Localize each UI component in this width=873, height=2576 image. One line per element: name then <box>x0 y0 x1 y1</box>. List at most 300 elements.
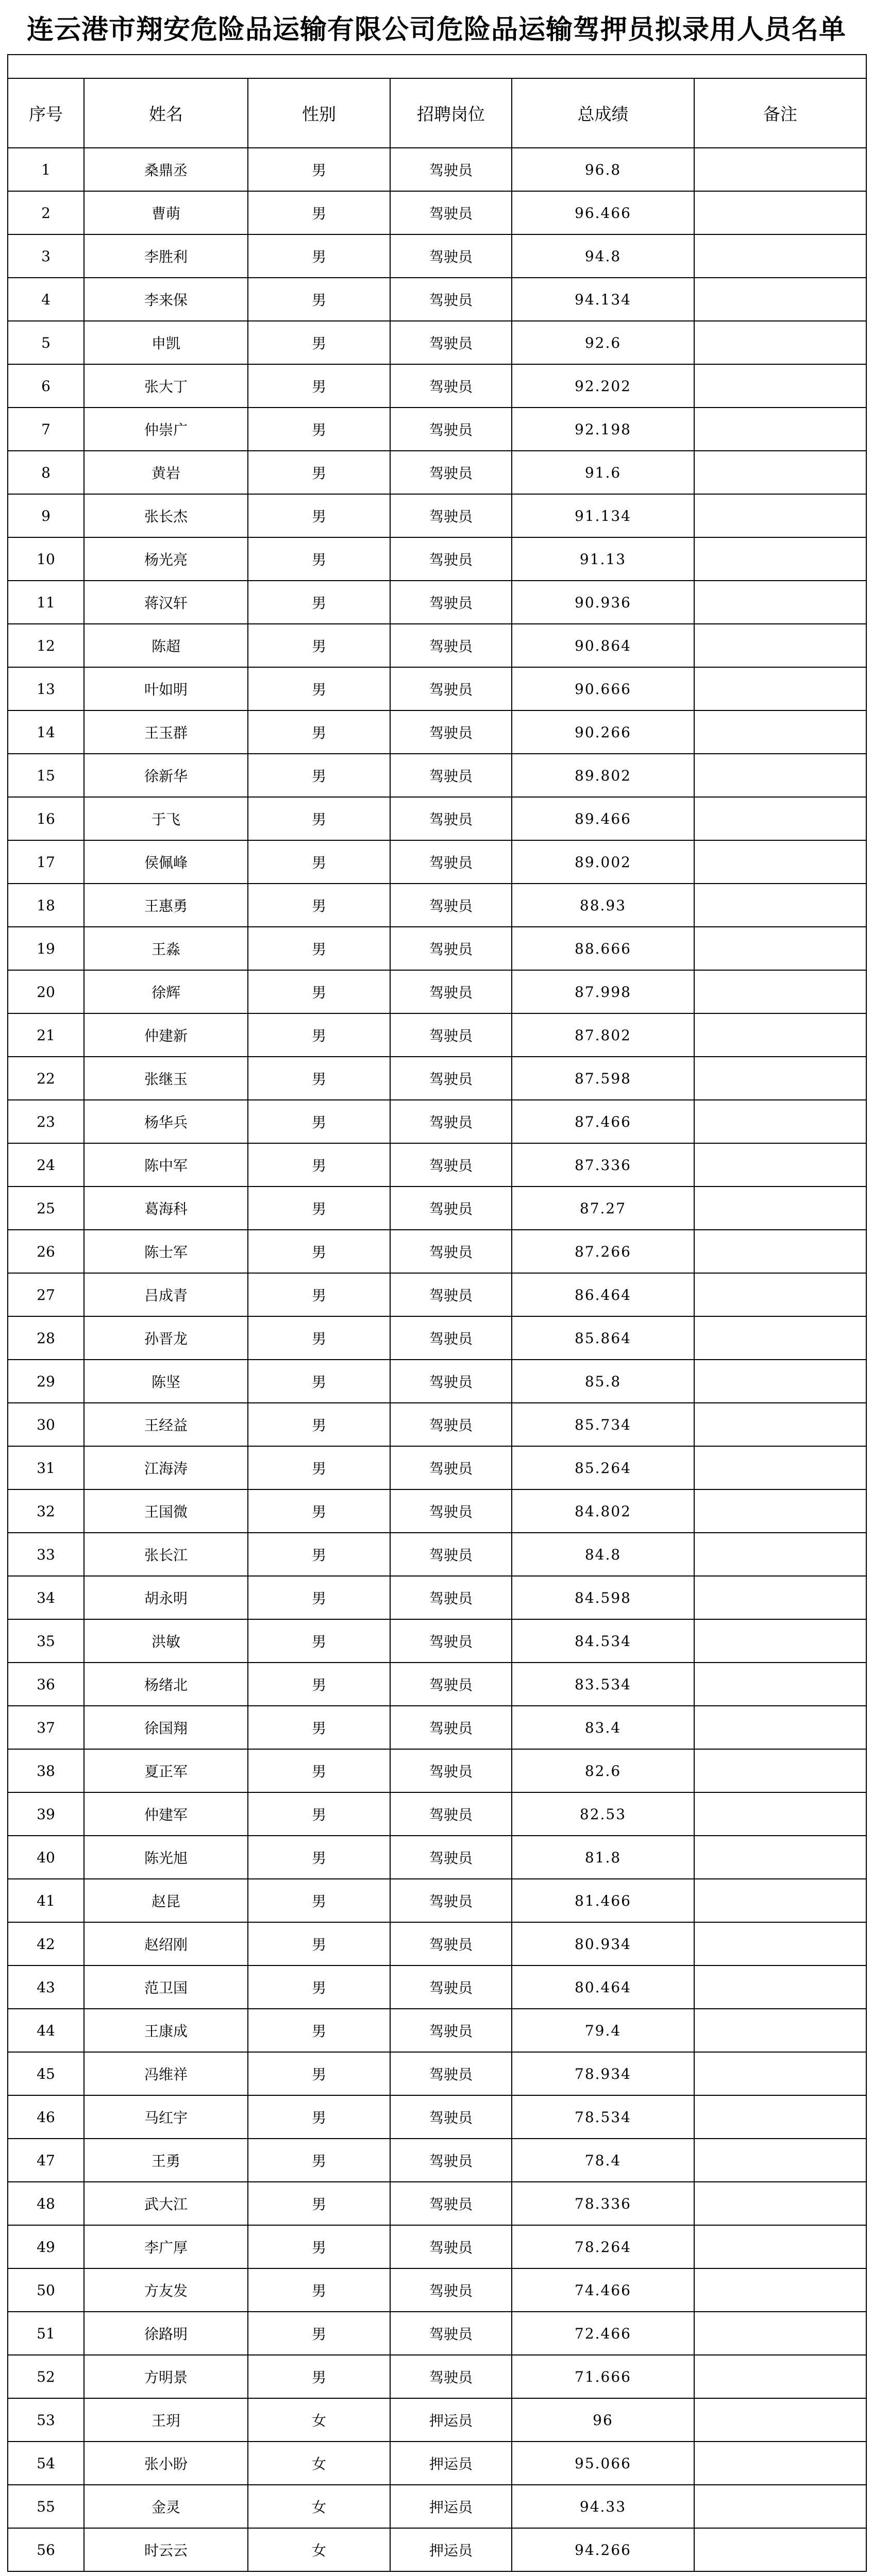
cell-position: 驾驶员 <box>390 2095 512 2139</box>
cell-gender: 男 <box>248 1187 390 1230</box>
cell-gender: 男 <box>248 1663 390 1706</box>
cell-position: 驾驶员 <box>390 2052 512 2095</box>
cell-gender: 男 <box>248 1706 390 1749</box>
table-row <box>8 2009 866 2052</box>
cell-index: 20 <box>8 970 84 1013</box>
cell-name: 于飞 <box>84 797 248 840</box>
cell-gender: 男 <box>248 191 390 234</box>
cell-index: 30 <box>8 1403 84 1446</box>
cell-gender: 男 <box>248 148 390 191</box>
cell-remarks <box>694 2182 866 2225</box>
table-row <box>8 537 866 581</box>
table-row <box>8 1360 866 1403</box>
cell-position: 驾驶员 <box>390 1360 512 1403</box>
table-row <box>8 451 866 494</box>
cell-position: 驾驶员 <box>390 1706 512 1749</box>
cell-total-score: 85.734 <box>512 1403 694 1446</box>
table-row <box>8 321 866 364</box>
cell-name: 杨绪北 <box>84 1663 248 1706</box>
cell-name: 蒋汉轩 <box>84 581 248 624</box>
cell-index: 3 <box>8 234 84 278</box>
cell-total-score: 85.8 <box>512 1360 694 1403</box>
table-row <box>8 884 866 927</box>
cell-position: 驾驶员 <box>390 2139 512 2182</box>
cell-total-score: 90.666 <box>512 667 694 710</box>
cell-position: 驾驶员 <box>390 1230 512 1273</box>
cell-gender: 男 <box>248 2312 390 2355</box>
cell-remarks <box>694 1489 866 1533</box>
cell-index: 9 <box>8 494 84 537</box>
cell-position: 驾驶员 <box>390 2355 512 2398</box>
cell-gender: 男 <box>248 1533 390 1576</box>
cell-name: 赵绍刚 <box>84 1922 248 1965</box>
table-row <box>8 1576 866 1619</box>
cell-gender: 男 <box>248 234 390 278</box>
cell-remarks <box>694 1663 866 1706</box>
cell-remarks <box>694 1965 866 2009</box>
cell-name: 徐路明 <box>84 2312 248 2355</box>
cell-position: 驾驶员 <box>390 2182 512 2225</box>
table-row <box>8 2398 866 2442</box>
cell-index: 53 <box>8 2398 84 2442</box>
cell-position: 驾驶员 <box>390 840 512 884</box>
cell-index: 25 <box>8 1187 84 1230</box>
cell-position: 驾驶员 <box>390 1187 512 1230</box>
cell-gender: 男 <box>248 2009 390 2052</box>
cell-remarks <box>694 1749 866 1792</box>
cell-gender: 男 <box>248 1619 390 1663</box>
cell-gender: 男 <box>248 1749 390 1792</box>
table-row <box>8 1100 866 1143</box>
cell-total-score: 96.8 <box>512 148 694 191</box>
cell-name: 洪敏 <box>84 1619 248 1663</box>
cell-total-score: 85.864 <box>512 1316 694 1360</box>
cell-remarks <box>694 667 866 710</box>
cell-index: 22 <box>8 1057 84 1100</box>
cell-name: 李广厚 <box>84 2225 248 2268</box>
cell-index: 55 <box>8 2485 84 2528</box>
cell-index: 49 <box>8 2225 84 2268</box>
cell-name: 江海涛 <box>84 1446 248 1489</box>
cell-total-score: 91.6 <box>512 451 694 494</box>
cell-gender: 男 <box>248 1965 390 2009</box>
header-remarks: 备注 <box>694 78 866 148</box>
cell-name: 王淼 <box>84 927 248 970</box>
table-row <box>8 234 866 278</box>
cell-index: 43 <box>8 1965 84 2009</box>
cell-name: 张小盼 <box>84 2442 248 2485</box>
cell-gender: 男 <box>248 1922 390 1965</box>
table-row <box>8 364 866 408</box>
cell-total-score: 94.8 <box>512 234 694 278</box>
table-row <box>8 1965 866 2009</box>
cell-remarks <box>694 1360 866 1403</box>
cell-gender: 女 <box>248 2528 390 2571</box>
cell-index: 11 <box>8 581 84 624</box>
table-row <box>8 408 866 451</box>
cell-index: 14 <box>8 710 84 754</box>
cell-position: 驾驶员 <box>390 1273 512 1316</box>
cell-name: 陈坚 <box>84 1360 248 1403</box>
cell-gender: 男 <box>248 927 390 970</box>
cell-remarks <box>694 2225 866 2268</box>
cell-gender: 男 <box>248 2225 390 2268</box>
header-name: 姓名 <box>84 78 248 148</box>
cell-remarks <box>694 2052 866 2095</box>
cell-total-score: 74.466 <box>512 2268 694 2312</box>
cell-remarks <box>694 234 866 278</box>
cell-remarks <box>694 191 866 234</box>
table-top-blank-row <box>8 55 866 78</box>
header-index: 序号 <box>8 78 84 148</box>
cell-position: 驾驶员 <box>390 1879 512 1922</box>
cell-remarks <box>694 1576 866 1619</box>
cell-index: 7 <box>8 408 84 451</box>
cell-gender: 男 <box>248 2139 390 2182</box>
cell-name: 桑鼎丞 <box>84 148 248 191</box>
cell-name: 申凯 <box>84 321 248 364</box>
cell-remarks <box>694 797 866 840</box>
cell-total-score: 92.6 <box>512 321 694 364</box>
table-row <box>8 1187 866 1230</box>
cell-gender: 男 <box>248 1576 390 1619</box>
cell-remarks <box>694 970 866 1013</box>
cell-total-score: 80.464 <box>512 1965 694 2009</box>
cell-index: 56 <box>8 2528 84 2571</box>
table-row <box>8 1143 866 1187</box>
cell-gender: 男 <box>248 2182 390 2225</box>
cell-gender: 男 <box>248 754 390 797</box>
cell-position: 驾驶员 <box>390 970 512 1013</box>
header-position: 招聘岗位 <box>390 78 512 148</box>
cell-total-score: 90.936 <box>512 581 694 624</box>
table-row <box>8 1057 866 1100</box>
cell-total-score: 91.13 <box>512 537 694 581</box>
cell-remarks <box>694 537 866 581</box>
cell-remarks <box>694 1792 866 1836</box>
cell-name: 仲建新 <box>84 1013 248 1057</box>
cell-gender: 男 <box>248 1057 390 1100</box>
cell-remarks <box>694 2139 866 2182</box>
cell-position: 驾驶员 <box>390 1143 512 1187</box>
cell-gender: 男 <box>248 667 390 710</box>
cell-position: 驾驶员 <box>390 234 512 278</box>
cell-name: 王康成 <box>84 2009 248 2052</box>
cell-index: 51 <box>8 2312 84 2355</box>
cell-remarks <box>694 1706 866 1749</box>
cell-index: 18 <box>8 884 84 927</box>
table-row <box>8 1013 866 1057</box>
cell-total-score: 89.802 <box>512 754 694 797</box>
cell-index: 35 <box>8 1619 84 1663</box>
cell-index: 46 <box>8 2095 84 2139</box>
cell-name: 陈光旭 <box>84 1836 248 1879</box>
cell-index: 6 <box>8 364 84 408</box>
cell-gender: 男 <box>248 408 390 451</box>
cell-total-score: 95.066 <box>512 2442 694 2485</box>
cell-index: 32 <box>8 1489 84 1533</box>
cell-remarks <box>694 884 866 927</box>
cell-remarks <box>694 1057 866 1100</box>
table-row <box>8 1879 866 1922</box>
cell-gender: 男 <box>248 278 390 321</box>
cell-position: 驾驶员 <box>390 148 512 191</box>
cell-total-score: 83.4 <box>512 1706 694 1749</box>
cell-position: 驾驶员 <box>390 624 512 667</box>
cell-index: 47 <box>8 2139 84 2182</box>
cell-gender: 男 <box>248 1446 390 1489</box>
cell-name: 李来保 <box>84 278 248 321</box>
cell-name: 张继玉 <box>84 1057 248 1100</box>
cell-index: 28 <box>8 1316 84 1360</box>
cell-total-score: 87.998 <box>512 970 694 1013</box>
cell-gender: 男 <box>248 884 390 927</box>
table-row <box>8 191 866 234</box>
cell-name: 张大丁 <box>84 364 248 408</box>
cell-position: 驾驶员 <box>390 451 512 494</box>
cell-gender: 男 <box>248 1013 390 1057</box>
cell-remarks <box>694 840 866 884</box>
cell-remarks <box>694 1187 866 1230</box>
table-row <box>8 2095 866 2139</box>
cell-name: 黄岩 <box>84 451 248 494</box>
cell-index: 42 <box>8 1922 84 1965</box>
table-row <box>8 278 866 321</box>
cell-total-score: 89.466 <box>512 797 694 840</box>
table-row <box>8 1922 866 1965</box>
cell-remarks <box>694 148 866 191</box>
table-row <box>8 1836 866 1879</box>
cell-remarks <box>694 1273 866 1316</box>
cell-index: 13 <box>8 667 84 710</box>
cell-total-score: 81.466 <box>512 1879 694 1922</box>
cell-gender: 男 <box>248 1143 390 1187</box>
cell-position: 驾驶员 <box>390 1619 512 1663</box>
cell-position: 押运员 <box>390 2485 512 2528</box>
cell-index: 34 <box>8 1576 84 1619</box>
cell-total-score: 78.934 <box>512 2052 694 2095</box>
cell-name: 吕成青 <box>84 1273 248 1316</box>
blank-cell <box>8 55 866 78</box>
cell-index: 15 <box>8 754 84 797</box>
cell-total-score: 92.202 <box>512 364 694 408</box>
cell-position: 驾驶员 <box>390 667 512 710</box>
cell-name: 王惠勇 <box>84 884 248 927</box>
cell-gender: 男 <box>248 1100 390 1143</box>
table-row <box>8 1273 866 1316</box>
cell-remarks <box>694 2485 866 2528</box>
cell-index: 2 <box>8 191 84 234</box>
cell-total-score: 78.336 <box>512 2182 694 2225</box>
cell-total-score: 96.466 <box>512 191 694 234</box>
cell-total-score: 87.266 <box>512 1230 694 1273</box>
table-row <box>8 1316 866 1360</box>
cell-position: 驾驶员 <box>390 2225 512 2268</box>
table-row <box>8 1792 866 1836</box>
table-row <box>8 754 866 797</box>
cell-index: 24 <box>8 1143 84 1187</box>
cell-index: 21 <box>8 1013 84 1057</box>
cell-gender: 男 <box>248 797 390 840</box>
table-row <box>8 1663 866 1706</box>
cell-name: 葛海科 <box>84 1187 248 1230</box>
cell-total-score: 89.002 <box>512 840 694 884</box>
cell-position: 押运员 <box>390 2398 512 2442</box>
cell-total-score: 84.534 <box>512 1619 694 1663</box>
cell-gender: 男 <box>248 2052 390 2095</box>
cell-remarks <box>694 1879 866 1922</box>
table-row <box>8 840 866 884</box>
cell-index: 44 <box>8 2009 84 2052</box>
cell-remarks <box>694 624 866 667</box>
cell-remarks <box>694 364 866 408</box>
cell-total-score: 84.598 <box>512 1576 694 1619</box>
cell-gender: 男 <box>248 451 390 494</box>
cell-index: 12 <box>8 624 84 667</box>
cell-gender: 女 <box>248 2398 390 2442</box>
cell-total-score: 78.534 <box>512 2095 694 2139</box>
cell-index: 26 <box>8 1230 84 1273</box>
cell-position: 驾驶员 <box>390 494 512 537</box>
cell-position: 驾驶员 <box>390 1576 512 1619</box>
cell-name: 陈超 <box>84 624 248 667</box>
cell-name: 张长杰 <box>84 494 248 537</box>
cell-remarks <box>694 1922 866 1965</box>
cell-total-score: 71.666 <box>512 2355 694 2398</box>
cell-position: 驾驶员 <box>390 1922 512 1965</box>
cell-gender: 男 <box>248 1879 390 1922</box>
cell-remarks <box>694 1403 866 1446</box>
cell-remarks <box>694 1230 866 1273</box>
table-row <box>8 1619 866 1663</box>
cell-total-score: 83.534 <box>512 1663 694 1706</box>
cell-gender: 男 <box>248 537 390 581</box>
cell-remarks <box>694 710 866 754</box>
table-row <box>8 2442 866 2485</box>
cell-position: 驾驶员 <box>390 1965 512 2009</box>
table-row <box>8 2528 866 2571</box>
cell-total-score: 86.464 <box>512 1273 694 1316</box>
cell-total-score: 94.33 <box>512 2485 694 2528</box>
cell-remarks <box>694 1533 866 1576</box>
table-row <box>8 1533 866 1576</box>
cell-position: 驾驶员 <box>390 581 512 624</box>
cell-gender: 女 <box>248 2485 390 2528</box>
cell-remarks <box>694 2312 866 2355</box>
table-row <box>8 667 866 710</box>
cell-total-score: 91.134 <box>512 494 694 537</box>
cell-name: 王玉群 <box>84 710 248 754</box>
cell-position: 驾驶员 <box>390 2268 512 2312</box>
cell-remarks <box>694 2528 866 2571</box>
table-row <box>8 2312 866 2355</box>
cell-index: 33 <box>8 1533 84 1576</box>
applicant-table <box>7 54 867 2572</box>
cell-index: 1 <box>8 148 84 191</box>
cell-name: 方友发 <box>84 2268 248 2312</box>
cell-index: 19 <box>8 927 84 970</box>
cell-gender: 男 <box>248 1273 390 1316</box>
cell-name: 徐辉 <box>84 970 248 1013</box>
table-row <box>8 2139 866 2182</box>
cell-position: 驾驶员 <box>390 1403 512 1446</box>
cell-position: 押运员 <box>390 2528 512 2571</box>
cell-position: 驾驶员 <box>390 797 512 840</box>
cell-index: 54 <box>8 2442 84 2485</box>
table-row <box>8 970 866 1013</box>
cell-remarks <box>694 1836 866 1879</box>
cell-gender: 男 <box>248 1360 390 1403</box>
cell-name: 夏正军 <box>84 1749 248 1792</box>
header-total-score: 总成绩 <box>512 78 694 148</box>
cell-index: 36 <box>8 1663 84 1706</box>
cell-position: 驾驶员 <box>390 884 512 927</box>
cell-index: 27 <box>8 1273 84 1316</box>
cell-position: 驾驶员 <box>390 408 512 451</box>
table-row <box>8 1706 866 1749</box>
cell-remarks <box>694 2398 866 2442</box>
cell-gender: 男 <box>248 2095 390 2139</box>
cell-remarks <box>694 1143 866 1187</box>
cell-total-score: 79.4 <box>512 2009 694 2052</box>
cell-index: 52 <box>8 2355 84 2398</box>
table-header-row <box>8 78 866 148</box>
cell-index: 23 <box>8 1100 84 1143</box>
table-row <box>8 710 866 754</box>
cell-total-score: 88.666 <box>512 927 694 970</box>
cell-gender: 男 <box>248 710 390 754</box>
table-row <box>8 927 866 970</box>
cell-position: 驾驶员 <box>390 927 512 970</box>
table-row <box>8 494 866 537</box>
cell-position: 驾驶员 <box>390 364 512 408</box>
table-row <box>8 581 866 624</box>
cell-index: 41 <box>8 1879 84 1922</box>
cell-gender: 男 <box>248 364 390 408</box>
cell-gender: 男 <box>248 624 390 667</box>
cell-index: 39 <box>8 1792 84 1836</box>
cell-remarks <box>694 754 866 797</box>
cell-name: 仲建军 <box>84 1792 248 1836</box>
cell-position: 驾驶员 <box>390 537 512 581</box>
table-body <box>8 148 866 2571</box>
cell-gender: 男 <box>248 581 390 624</box>
table-row <box>8 1403 866 1446</box>
cell-gender: 男 <box>248 321 390 364</box>
cell-position: 驾驶员 <box>390 1489 512 1533</box>
cell-total-score: 82.6 <box>512 1749 694 1792</box>
cell-position: 驾驶员 <box>390 2009 512 2052</box>
cell-index: 31 <box>8 1446 84 1489</box>
cell-position: 驾驶员 <box>390 710 512 754</box>
cell-index: 38 <box>8 1749 84 1792</box>
cell-name: 张长江 <box>84 1533 248 1576</box>
header-gender: 性别 <box>248 78 390 148</box>
cell-remarks <box>694 2095 866 2139</box>
cell-name: 徐新华 <box>84 754 248 797</box>
table-row <box>8 2225 866 2268</box>
page-title: 连云港市翔安危险品运输有限公司危险品运输驾押员拟录用人员名单 <box>26 14 846 45</box>
cell-total-score: 87.802 <box>512 1013 694 1057</box>
cell-name: 方明景 <box>84 2355 248 2398</box>
cell-name: 时云云 <box>84 2528 248 2571</box>
table-row <box>8 2268 866 2312</box>
cell-gender: 女 <box>248 2442 390 2485</box>
cell-total-score: 90.864 <box>512 624 694 667</box>
cell-remarks <box>694 1316 866 1360</box>
cell-index: 29 <box>8 1360 84 1403</box>
cell-gender: 男 <box>248 1403 390 1446</box>
